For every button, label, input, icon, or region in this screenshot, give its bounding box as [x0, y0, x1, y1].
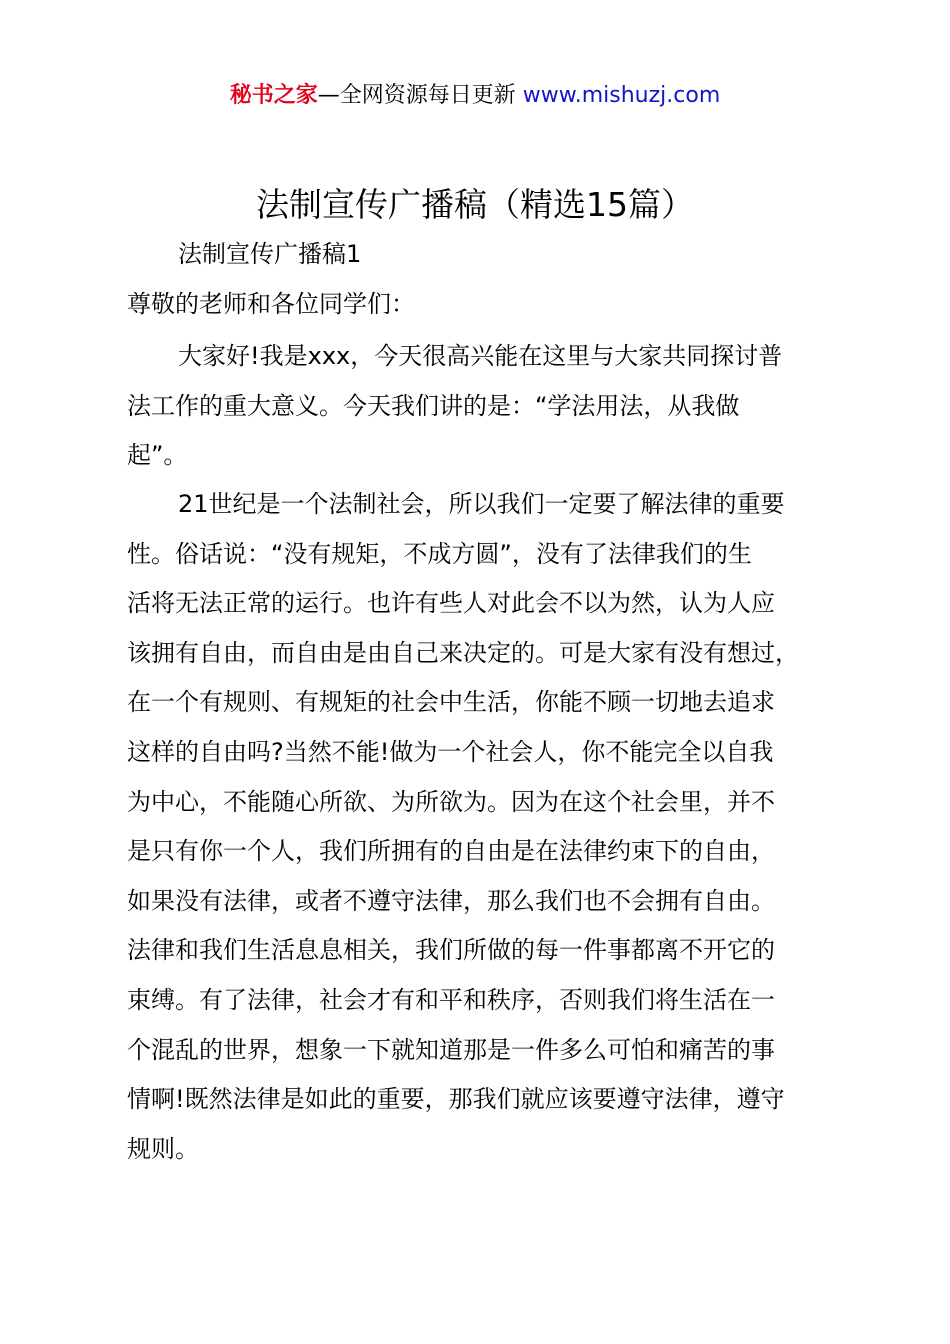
salutation: 尊敬的老师和各位同学们： [127, 290, 415, 318]
paragraph-line: 起”。 [127, 441, 188, 470]
paragraph-line: 是只有你一个人，我们所拥有的自由是在法律约束下的自由， [127, 837, 775, 866]
paragraph-line: 规则。 [127, 1134, 199, 1163]
site-url-link[interactable]: www.mishuzj.com [522, 83, 721, 108]
document-subtitle: 法制宣传广播稿1 [178, 240, 362, 268]
paragraph-line: 情啊!既然法律是如此的重要，那我们就应该要遵守法律，遵守 [127, 1085, 785, 1114]
paragraph-line: 如果没有法律，或者不遵守法律，那么我们也不会拥有自由。 [127, 886, 775, 915]
paragraph-line: 个混乱的世界，想象一下就知道那是一件多么可怕和痛苦的事 [127, 1035, 775, 1064]
paragraph-line: 在一个有规则、有规矩的社会中生活，你能不顾一切地去追求 [127, 688, 775, 717]
paragraph-line: 这样的自由吗?当然不能!做为一个社会人，你不能完全以自我 [127, 737, 774, 766]
document-title: 法制宣传广播稿（精选15篇） [256, 185, 694, 224]
paragraph-body [127, 480, 847, 1174]
paragraph-greeting [127, 332, 847, 481]
paragraph-line: 活将无法正常的运行。也许有些人对此会不以为然，认为人应 [127, 589, 775, 618]
paragraph-line: 法律和我们生活息息相关，我们所做的每一件事都离不开它的 [127, 936, 775, 965]
paragraph-line: 法工作的重大意义。今天我们讲的是：“学法用法，从我做 [127, 391, 740, 420]
paragraph-line: 21世纪是一个法制社会，所以我们一定要了解法律的重要 [178, 490, 785, 518]
paragraph-line: 该拥有自由，而自由是由自己来决定的。可是大家有没有想过， [127, 638, 799, 667]
paragraph-line: 束缚。有了法律，社会才有和平和秩序，否则我们将生活在一 [127, 985, 775, 1014]
paragraph-line: 大家好!我是xxx，今天很高兴能在这里与大家共同探讨普 [178, 342, 783, 370]
site-header [0, 80, 950, 112]
site-tagline: —全网资源每日更新 [317, 83, 516, 108]
paragraph-line: 性。俗话说：“没有规矩，不成方圆”，没有了法律我们的生 [127, 539, 752, 568]
paragraph-line: 为中心，不能随心所欲、为所欲为。因为在这个社会里，并不 [127, 787, 775, 816]
site-brand: 秘书之家 [229, 83, 318, 108]
